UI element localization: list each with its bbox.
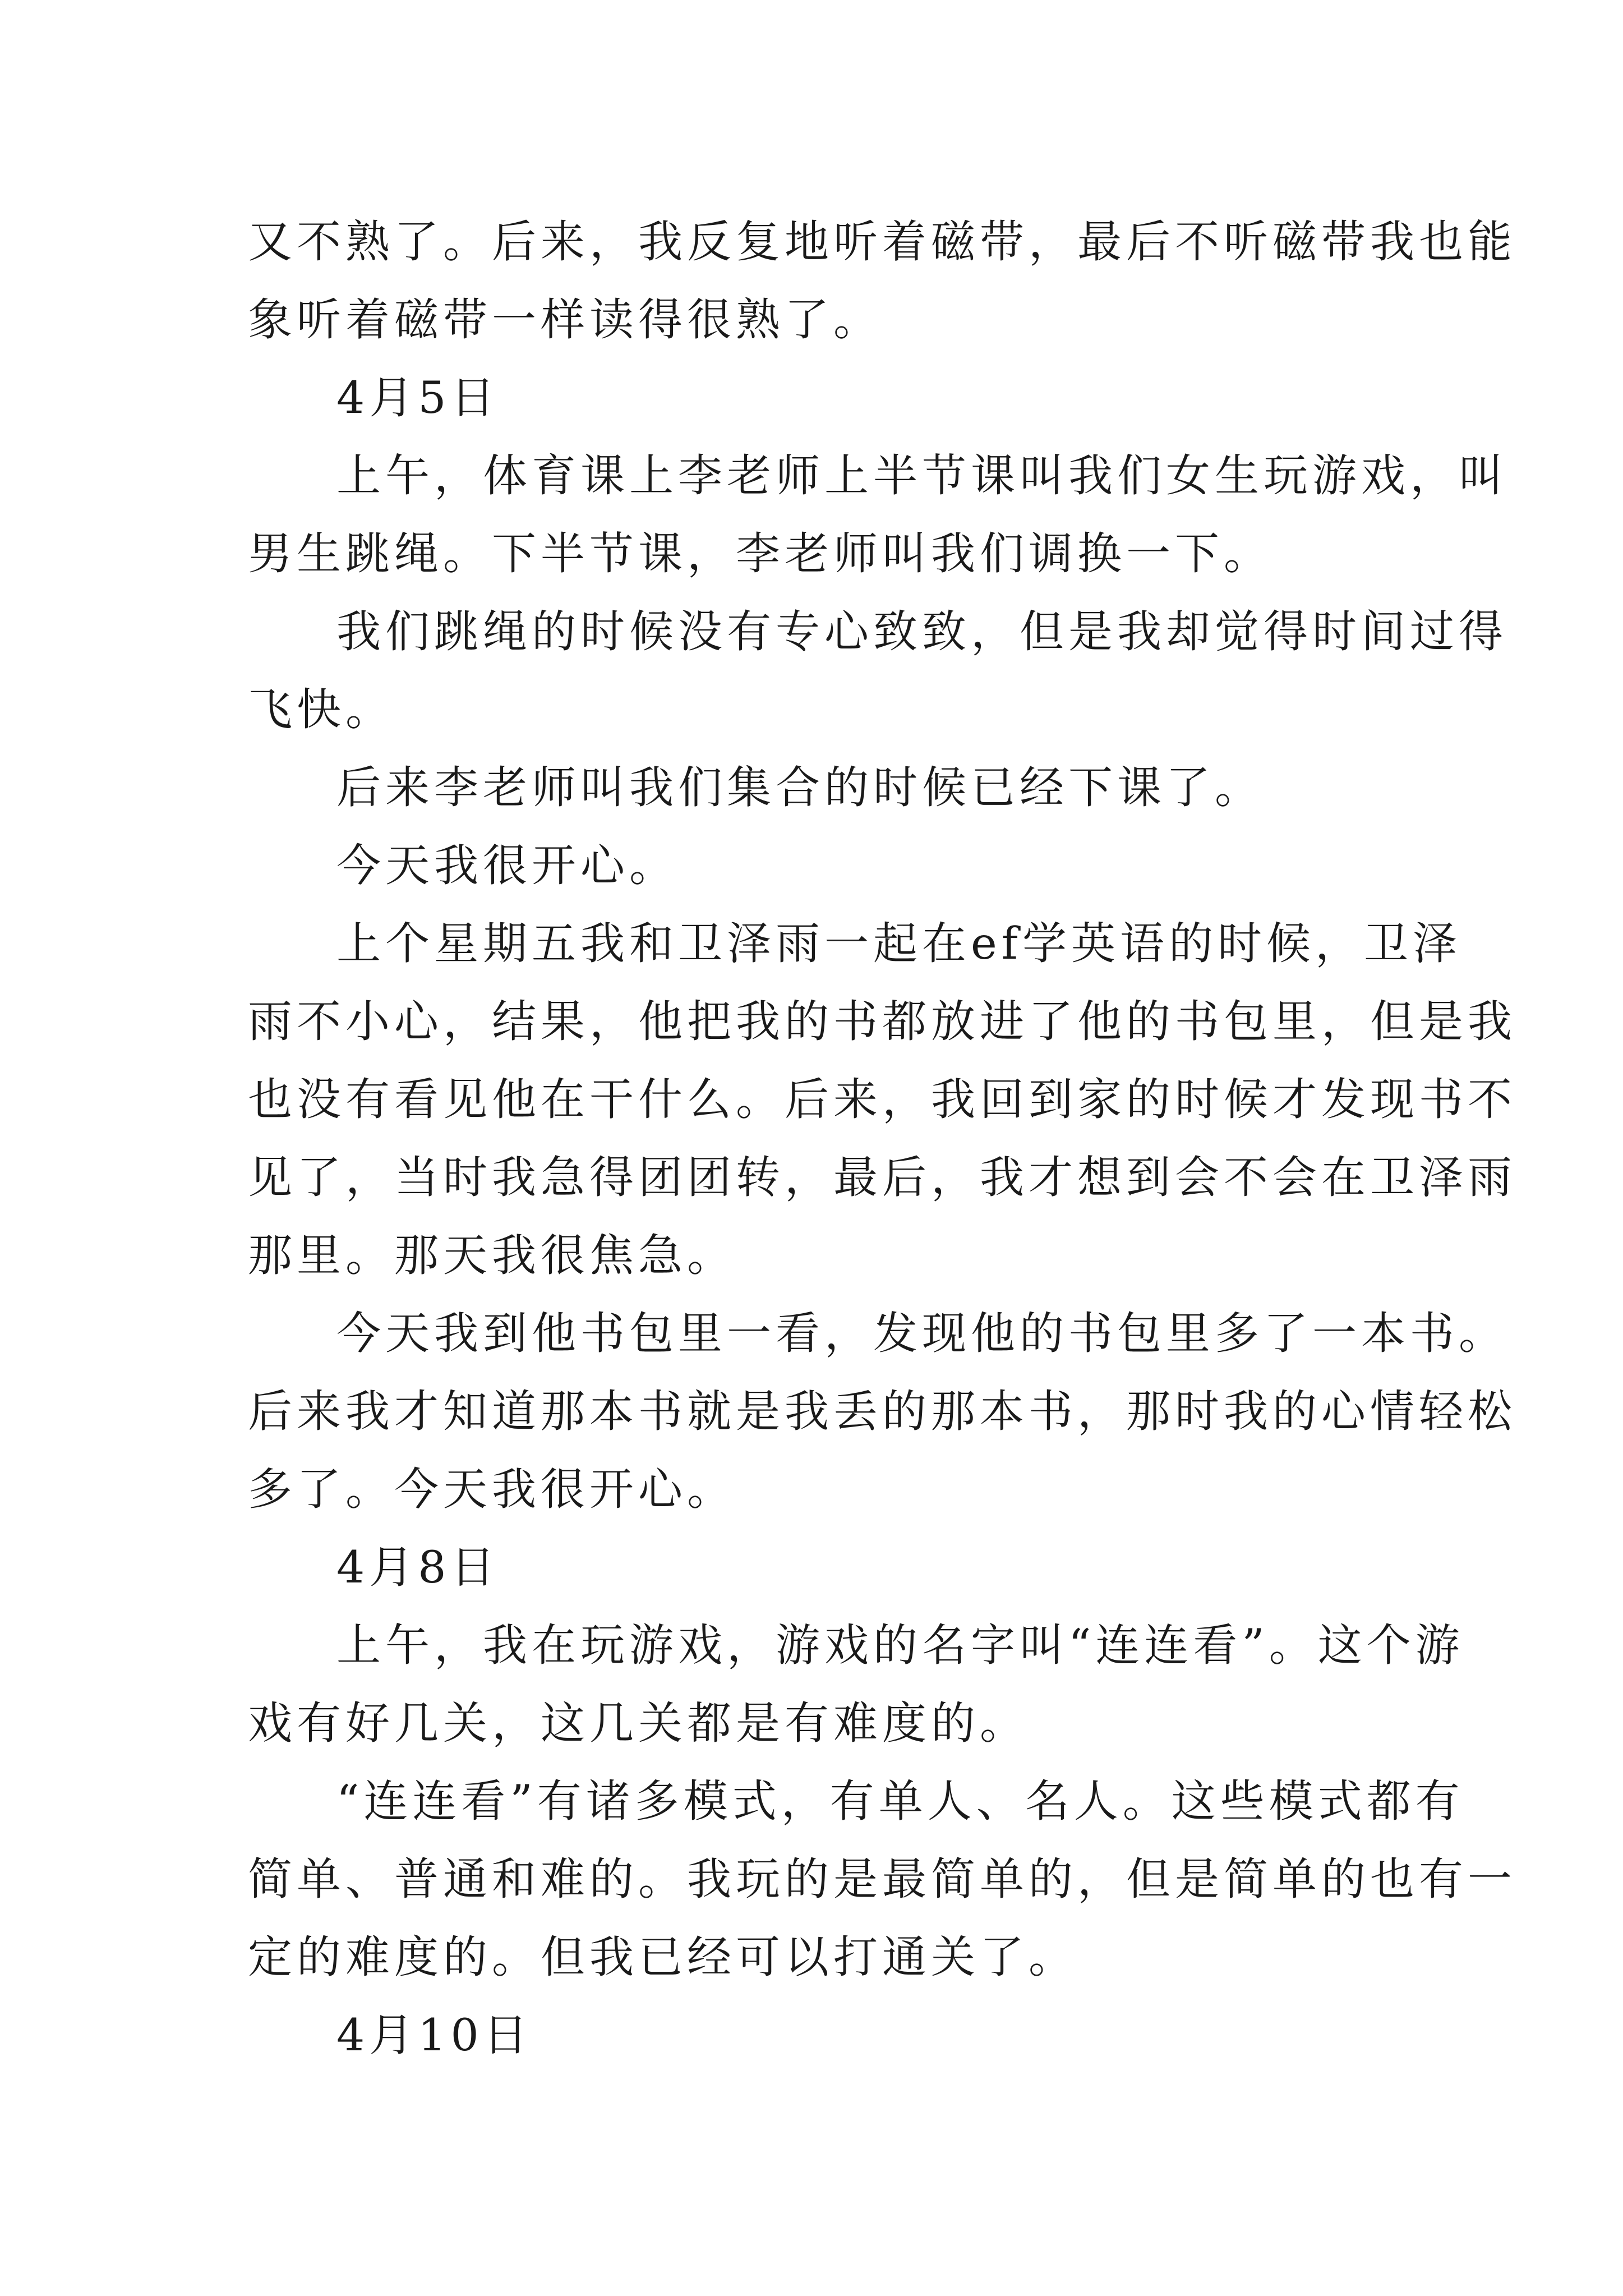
text-line: 上个星期五我和卫泽雨一起在ef学英语的时候，卫泽 — [336, 918, 1461, 969]
text-line: 定的难度的。但我已经可以打通关了。 — [248, 1931, 1077, 1983]
text-line: 后来我才知道那本书就是我丢的那本书，那时我的心情轻松 — [248, 1386, 1516, 1437]
text-line: 又不熟了。后来，我反复地听着磁带，最后不听磁带我也能 — [248, 216, 1516, 268]
text-line: 戏有好几关，这几关都是有难度的。 — [248, 1697, 1029, 1749]
text-line: 见了，当时我急得团团转，最后，我才想到会不会在卫泽雨 — [248, 1152, 1516, 1203]
text-line: 男生跳绳。下半节课，李老师叫我们调换一下。 — [248, 528, 1272, 579]
date-heading: 4月8日 — [336, 1542, 500, 1593]
text-line: 简单、普通和难的。我玩的是最简单的，但是简单的也有一 — [248, 1853, 1516, 1905]
text-line: 我们跳绳的时候没有专心致致，但是我却觉得时间过得 — [336, 606, 1507, 657]
text-line: 今天我到他书包里一看，发现他的书包里多了一本书。 — [336, 1308, 1507, 1359]
document-page — [248, 203, 1516, 2074]
text-line: 飞快。 — [248, 684, 394, 735]
text-line: 今天我很开心。 — [336, 840, 678, 891]
text-line: 也没有看见他在干什么。后来，我回到家的时候才发现书不 — [248, 1074, 1516, 1125]
text-line: 上午，体育课上李老师上半节课叫我们女生玩游戏，叫 — [336, 450, 1507, 501]
text-line: 上午，我在玩游戏，游戏的名字叫“连连看”。这个游 — [336, 1619, 1464, 1671]
text-line: “连连看”有诸多模式，有单人、名人。这些模式都有 — [336, 1775, 1464, 1827]
date-heading: 4月5日 — [336, 372, 500, 424]
date-heading: 4月10日 — [336, 2009, 532, 2061]
text-line: 那里。那天我很焦急。 — [248, 1230, 736, 1281]
text-line: 多了。今天我很开心。 — [248, 1464, 736, 1515]
text-line: 象听着磁带一样读得很熟了。 — [248, 294, 882, 346]
text-line: 后来李老师叫我们集合的时候已经下课了。 — [336, 762, 1264, 813]
text-line: 雨不小心，结果，他把我的书都放进了他的书包里，但是我 — [248, 996, 1516, 1047]
